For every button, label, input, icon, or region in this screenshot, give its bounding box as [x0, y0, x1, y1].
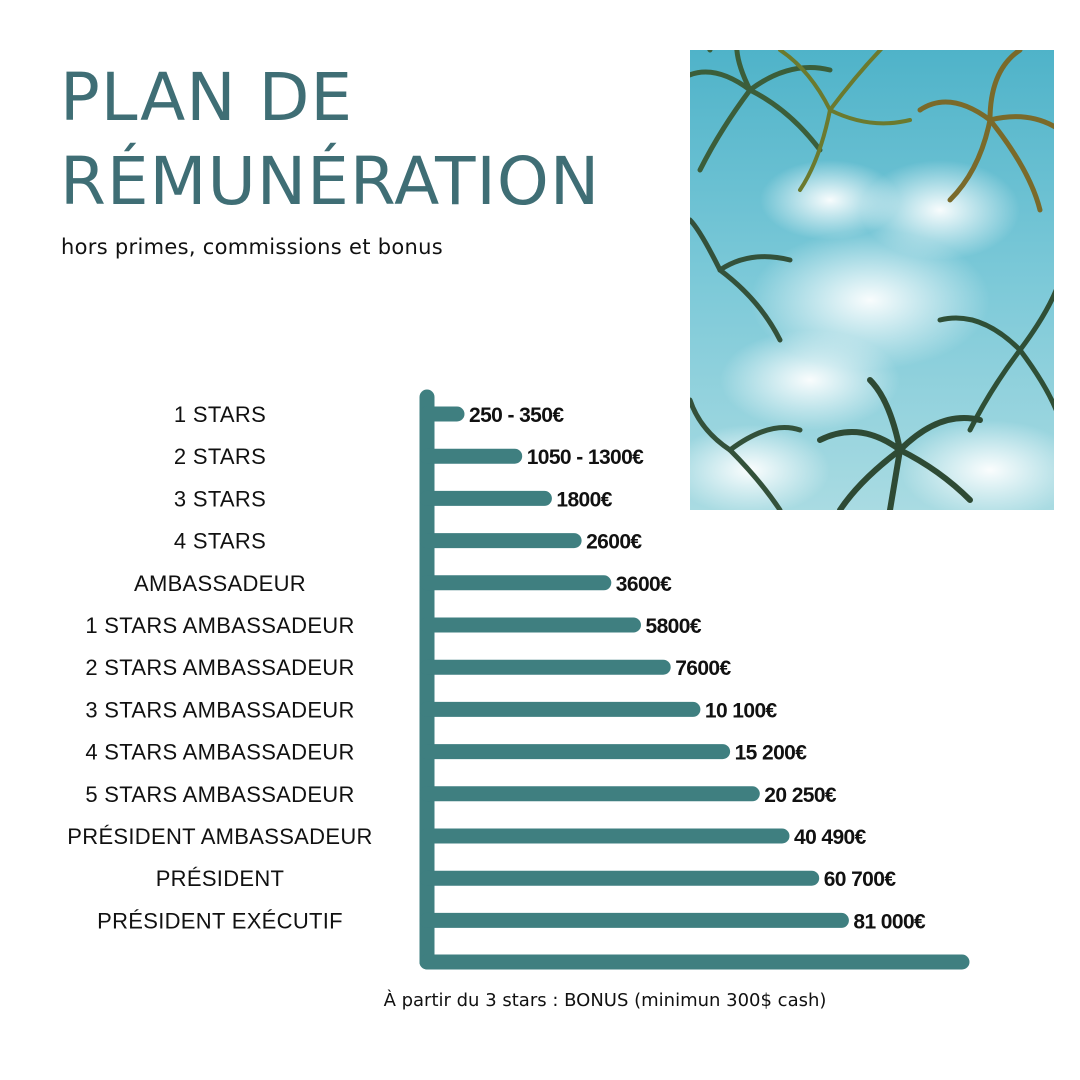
category-label-2: 2 STARS — [173, 444, 267, 470]
category-label-3: 3 STARS — [173, 486, 267, 512]
category-label-10: 5 STARS AMBASSADEUR — [85, 781, 355, 807]
value-label-13: 81 000€ — [853, 910, 926, 934]
category-label-11: PRÉSIDENT AMBASSADEUR — [67, 824, 373, 849]
value-label-11: 40 490€ — [794, 826, 866, 849]
title-line-1: PLAN DE — [60, 59, 354, 136]
value-label-1: 250 - 350€ — [469, 404, 564, 427]
subtitle: hors primes, commissions et bonus — [61, 235, 443, 259]
category-label-13: PRÉSIDENT EXÉCUTIF — [97, 908, 343, 934]
value-label-10: 20 250€ — [764, 783, 837, 807]
value-label-9: 15 200€ — [734, 741, 807, 765]
category-label-5: AMBASSADEUR — [133, 570, 307, 596]
value-label-8: 10 100€ — [704, 699, 777, 723]
value-label-7: 7600€ — [675, 657, 731, 681]
title-line-2: RÉMUNÉRATION — [60, 143, 601, 220]
value-label-3: 1800€ — [556, 488, 612, 512]
category-label-6: 1 STARS AMBASSADEUR — [85, 613, 355, 638]
category-label-4: 4 STARS — [173, 528, 267, 554]
bonus-footnote: À partir du 3 stars : BONUS (minimun 300$ cash) — [383, 990, 827, 1011]
category-label-9: 4 STARS AMBASSADEUR — [85, 739, 355, 765]
value-label-5: 3600€ — [615, 572, 672, 596]
value-label-12: 60 700€ — [823, 868, 896, 892]
category-label-7: 2 STARS AMBASSADEUR — [85, 655, 355, 681]
value-label-2: 1050 - 1300€ — [526, 446, 644, 470]
category-label-1: 1 STARS — [173, 402, 267, 427]
category-label-8: 3 STARS AMBASSADEUR — [85, 697, 355, 723]
category-label-12: PRÉSIDENT — [155, 866, 285, 892]
value-label-4: 2600€ — [586, 530, 642, 554]
value-label-6: 5800€ — [645, 615, 701, 638]
